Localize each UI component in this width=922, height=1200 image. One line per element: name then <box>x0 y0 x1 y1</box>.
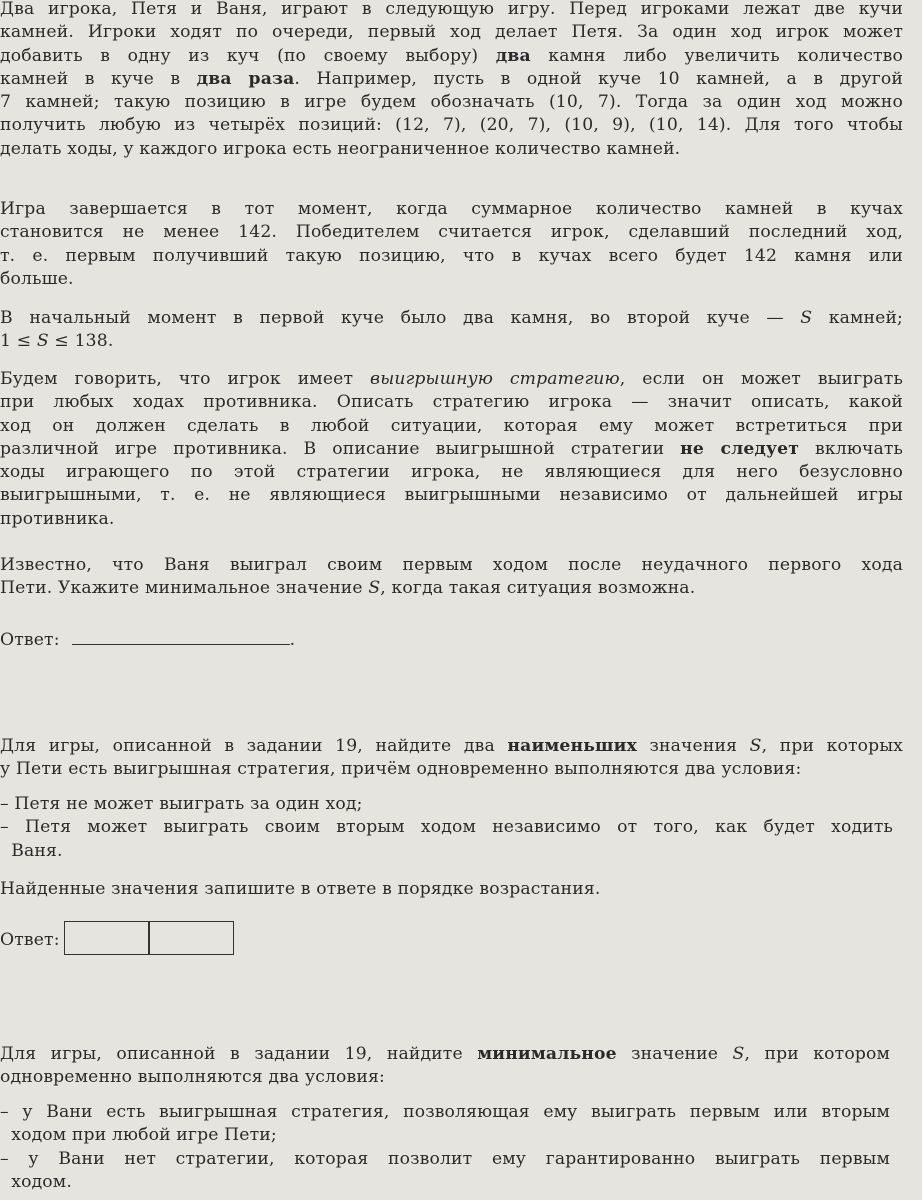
task20-answer-row <box>0 929 60 952</box>
task21-question-paragraph <box>0 1043 903 1090</box>
text-line: больше. <box>0 268 74 289</box>
answer-blank-line[interactable] <box>72 627 290 645</box>
text-line: 1 ≤ S ≤ 138. <box>0 331 114 352</box>
text-line: при любых ходах противника. Описать стратегию игрока — значит описать, какой <box>0 392 903 413</box>
text-line: камней в куче в два раза. Например, пусть в одной куче 10 камней, а в другой <box>0 68 903 89</box>
text-line: получить любую из четырёх позиций: (12, 7), (20, 7), (10, 9), (10, 14). Для того чтобы <box>0 115 903 136</box>
text-line: Будем говорить, что игрок имеет выигрышную стратегию, если он может выиграть <box>0 369 903 389</box>
text-line: Два игрока, Петя и Ваня, играют в следующую игру. Перед игроками лежат две кучи <box>0 0 903 19</box>
text-line: ход он должен сделать в любой ситуации, которая ему может встретиться при <box>0 415 903 436</box>
task20-conditions-list <box>0 793 903 863</box>
text-line: камней. Игроки ходят по очереди, первый ход делает Петя. За один ход игрок может <box>0 22 903 43</box>
answer-box-2[interactable] <box>148 921 234 955</box>
text-line: 7 камней; такую позицию в игре будем обозначать (10, 7). Тогда за один ход можно <box>0 92 903 113</box>
text-line: противника. <box>0 508 115 529</box>
answer-label: Ответ: <box>0 930 60 950</box>
task19-intro-paragraph <box>0 0 903 161</box>
list-item: – Петя не может выиграть за один ход; <box>0 794 363 814</box>
text-line: добавить в одну из куч (по своему выбору) два камня либо увеличить количество <box>0 45 904 66</box>
list-item: – у Вани есть выигрышная стратегия, позволяющая ему выиграть первым или вторым <box>0 1102 890 1122</box>
list-item: Ваня. <box>0 840 63 861</box>
task19-strategy-paragraph <box>0 368 903 531</box>
text-line: Найденные значения запишите в ответе в порядке возрастания. <box>0 879 601 899</box>
text-line: ходы играющего по этой стратегии игрока, не являющиеся для него безусловно <box>0 462 903 483</box>
list-item: ходом при любой игре Пети; <box>0 1125 277 1146</box>
task21-conditions-list <box>0 1101 903 1194</box>
text-line: Для игры, описанной в задании 19, найдите два наименьших значения S, при которых <box>0 736 903 756</box>
text-line: делать ходы, у каждого игрока есть неограниченное количество камней. <box>0 138 681 159</box>
list-item: – у Вани нет стратегии, которая позволит ему гарантированно выиграть первым <box>0 1148 890 1169</box>
task19-question-paragraph <box>0 554 903 601</box>
task19-answer-row <box>0 627 295 652</box>
task20-question-paragraph <box>0 735 903 782</box>
text-line: В начальный момент в первой куче было два камня, во второй куче — S камней; <box>0 308 903 328</box>
list-item: – Петя может выиграть своим вторым ходом независимо от того, как будет ходить <box>0 817 893 838</box>
text-line: различной игре противника. В описание выигрышной стратегии не следует включать <box>0 438 904 459</box>
task19-initial-paragraph <box>0 307 903 354</box>
text-line: одновременно выполняются два условия: <box>0 1067 385 1088</box>
text-line: у Пети есть выигрышная стратегия, причём одновременно выполняются два условия: <box>0 759 802 780</box>
text-line: Для игры, описанной в задании 19, найдите минимальное значение S, при котором <box>0 1044 891 1064</box>
answer-box-1[interactable] <box>64 921 150 955</box>
list-item: ходом. <box>0 1171 72 1192</box>
task19-rules-paragraph <box>0 198 903 291</box>
text-line: Пети. Укажите минимальное значение S, когда такая ситуация возможна. <box>0 578 696 599</box>
text-line: Известно, что Ваня выиграл своим первым ходом после неудачного первого хода <box>0 555 903 575</box>
task20-instruction <box>0 878 903 901</box>
text-line: Игра завершается в тот момент, когда суммарное количество камней в кучах <box>0 199 903 219</box>
answer-period: . <box>289 630 296 650</box>
text-line: выигрышными, т. е. не являющиеся выигрышными независимо от дальнейшей игры <box>0 485 903 506</box>
answer-label: Ответ: <box>0 630 60 650</box>
text-line: т. е. первым получивший такую позицию, что в кучах всего будет 142 камня или <box>0 245 903 266</box>
text-line: становится не менее 142. Победителем считается игрок, сделавший последний ход, <box>0 222 903 243</box>
